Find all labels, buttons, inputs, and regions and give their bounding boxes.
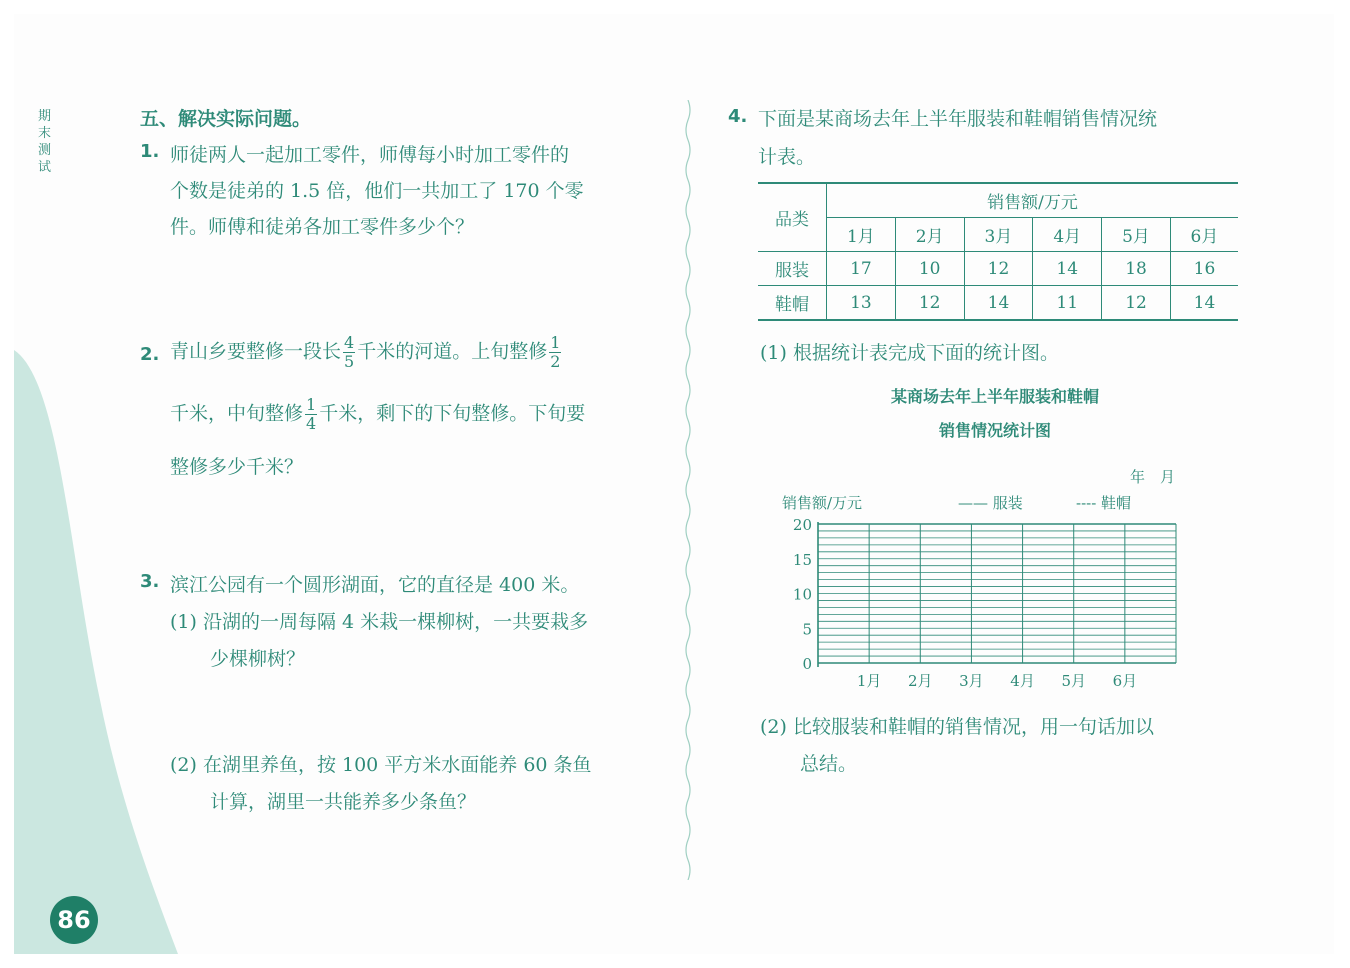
table-row <box>758 252 1238 286</box>
question-3-number: 3. <box>140 571 160 592</box>
chart-date-label: 年 月 <box>1130 468 1176 486</box>
fraction-four-fifths <box>343 334 355 371</box>
table-row <box>758 286 1238 321</box>
chart-title: 销售情况统计图 <box>938 421 1051 440</box>
table-group-header: 销售额/万元 <box>827 183 1239 218</box>
table-cell: 16 <box>1170 252 1238 286</box>
side-tab-char: 末 <box>38 126 52 141</box>
table-month-header: 3月 <box>964 218 1033 252</box>
chart-title: 某商场去年上半年服装和鞋帽 <box>890 387 1099 406</box>
chart-x-tick-label: 1月 <box>856 672 882 690</box>
table-row-label: 服装 <box>758 252 827 286</box>
table-cell: 14 <box>1170 286 1238 321</box>
side-tab-char: 期 <box>38 109 52 124</box>
question-4-sub-1: (1) 根据统计表完成下面的统计图。 <box>760 342 1059 364</box>
question-3-part-1: (1) 沿湖的一周每隔 4 米栽一棵柳树，一共要栽多 <box>170 611 589 633</box>
chart-legend-shoes-hats: ---- 鞋帽 <box>1076 494 1132 512</box>
chart-y-tick-label: 20 <box>792 516 812 534</box>
q2-text: 千米，剩下的下旬整修。下旬要 <box>319 402 586 425</box>
side-tab <box>38 108 54 176</box>
fraction-denominator: 2 <box>550 352 561 371</box>
fraction-numerator: 1 <box>550 333 561 352</box>
question-4-sub-2: (2) 比较服装和鞋帽的销售情况，用一句话加以 <box>760 716 1154 738</box>
column-divider <box>680 100 700 880</box>
q2-text: 青山乡要整修一段长 <box>170 340 342 363</box>
table-row <box>758 218 1238 252</box>
table-cell: 17 <box>827 252 896 286</box>
table-cell: 11 <box>1033 286 1102 321</box>
chart-y-tick-label: 10 <box>792 585 812 604</box>
question-1-number: 1. <box>140 141 160 162</box>
table-cell: 12 <box>1102 286 1171 321</box>
table-cell: 14 <box>1033 252 1102 286</box>
question-2-line-3: 整修多少千米？ <box>170 456 304 478</box>
table-month-header: 4月 <box>1033 218 1102 252</box>
table-row <box>758 183 1238 218</box>
chart-legend-clothing: —— 服装 <box>958 494 1023 512</box>
question-4-stem: 下面是某商场去年上半年服装和鞋帽销售情况统 <box>758 108 1158 130</box>
table-month-header: 2月 <box>895 218 964 252</box>
question-2-line-2 <box>170 396 585 433</box>
question-3-stem: 滨江公园有一个圆形湖面，它的直径是 400 米。 <box>170 574 580 596</box>
fraction-one-half <box>549 334 561 371</box>
chart-x-tick-label: 5月 <box>1061 672 1086 690</box>
question-1-line: 件。师傅和徒弟各加工零件多少个？ <box>170 216 475 238</box>
question-3-part-2: 计算，湖里一共能养多少条鱼？ <box>210 791 477 813</box>
table-month-header: 6月 <box>1170 218 1238 252</box>
chart-x-tick-label: 3月 <box>959 672 984 690</box>
fraction-denominator: 5 <box>344 352 355 371</box>
question-2-number: 2. <box>140 344 160 365</box>
chart-x-tick-label: 2月 <box>908 672 933 690</box>
chart-x-tick-label: 4月 <box>1010 672 1035 690</box>
table-cell: 14 <box>964 286 1033 321</box>
table-cell: 18 <box>1102 252 1171 286</box>
chart-x-tick-label: 6月 <box>1112 672 1138 690</box>
chart-y-tick-label: 5 <box>802 620 812 639</box>
table-cell: 12 <box>895 286 964 321</box>
table-cell: 12 <box>964 252 1033 286</box>
fraction-numerator: 1 <box>306 395 317 414</box>
side-tab-char: 测 <box>38 143 52 158</box>
sales-table <box>758 182 1238 321</box>
chart-y-tick-label: 0 <box>802 655 812 673</box>
question-4-sub-2: 总结。 <box>800 753 858 775</box>
chart-y-tick-label: 15 <box>792 550 812 569</box>
table-cell: 10 <box>895 252 964 286</box>
question-4-stem: 计表。 <box>758 146 816 168</box>
table-month-header: 1月 <box>827 218 896 252</box>
page-number: 86 <box>50 896 98 944</box>
question-1-line: 个数是徒弟的 1.5 倍，他们一共加工了 170 个零 <box>170 180 584 202</box>
question-4-number: 4. <box>728 106 748 127</box>
section-title: 五、解决实际问题。 <box>140 108 312 130</box>
chart-y-axis-label: 销售额/万元 <box>782 494 863 512</box>
table-row-header: 品类 <box>758 183 827 252</box>
table-cell: 13 <box>827 286 896 321</box>
fraction-numerator: 4 <box>344 333 355 352</box>
question-3-part-2: (2) 在湖里养鱼，按 100 平方米水面能养 60 条鱼 <box>170 754 592 776</box>
question-1-line: 师徒两人一起加工零件，师傅每小时加工零件的 <box>170 144 570 166</box>
fraction-denominator: 4 <box>306 414 317 433</box>
table-row-label: 鞋帽 <box>758 286 827 321</box>
side-tab-char: 试 <box>38 160 52 175</box>
table-month-header: 5月 <box>1102 218 1171 252</box>
q2-text: 千米的河道。上旬整修 <box>357 340 548 363</box>
question-3-part-1: 少棵柳树？ <box>210 648 306 670</box>
fraction-one-quarter <box>305 396 317 433</box>
q2-text: 千米，中旬整修 <box>170 402 304 425</box>
question-2-line-1 <box>170 334 563 371</box>
